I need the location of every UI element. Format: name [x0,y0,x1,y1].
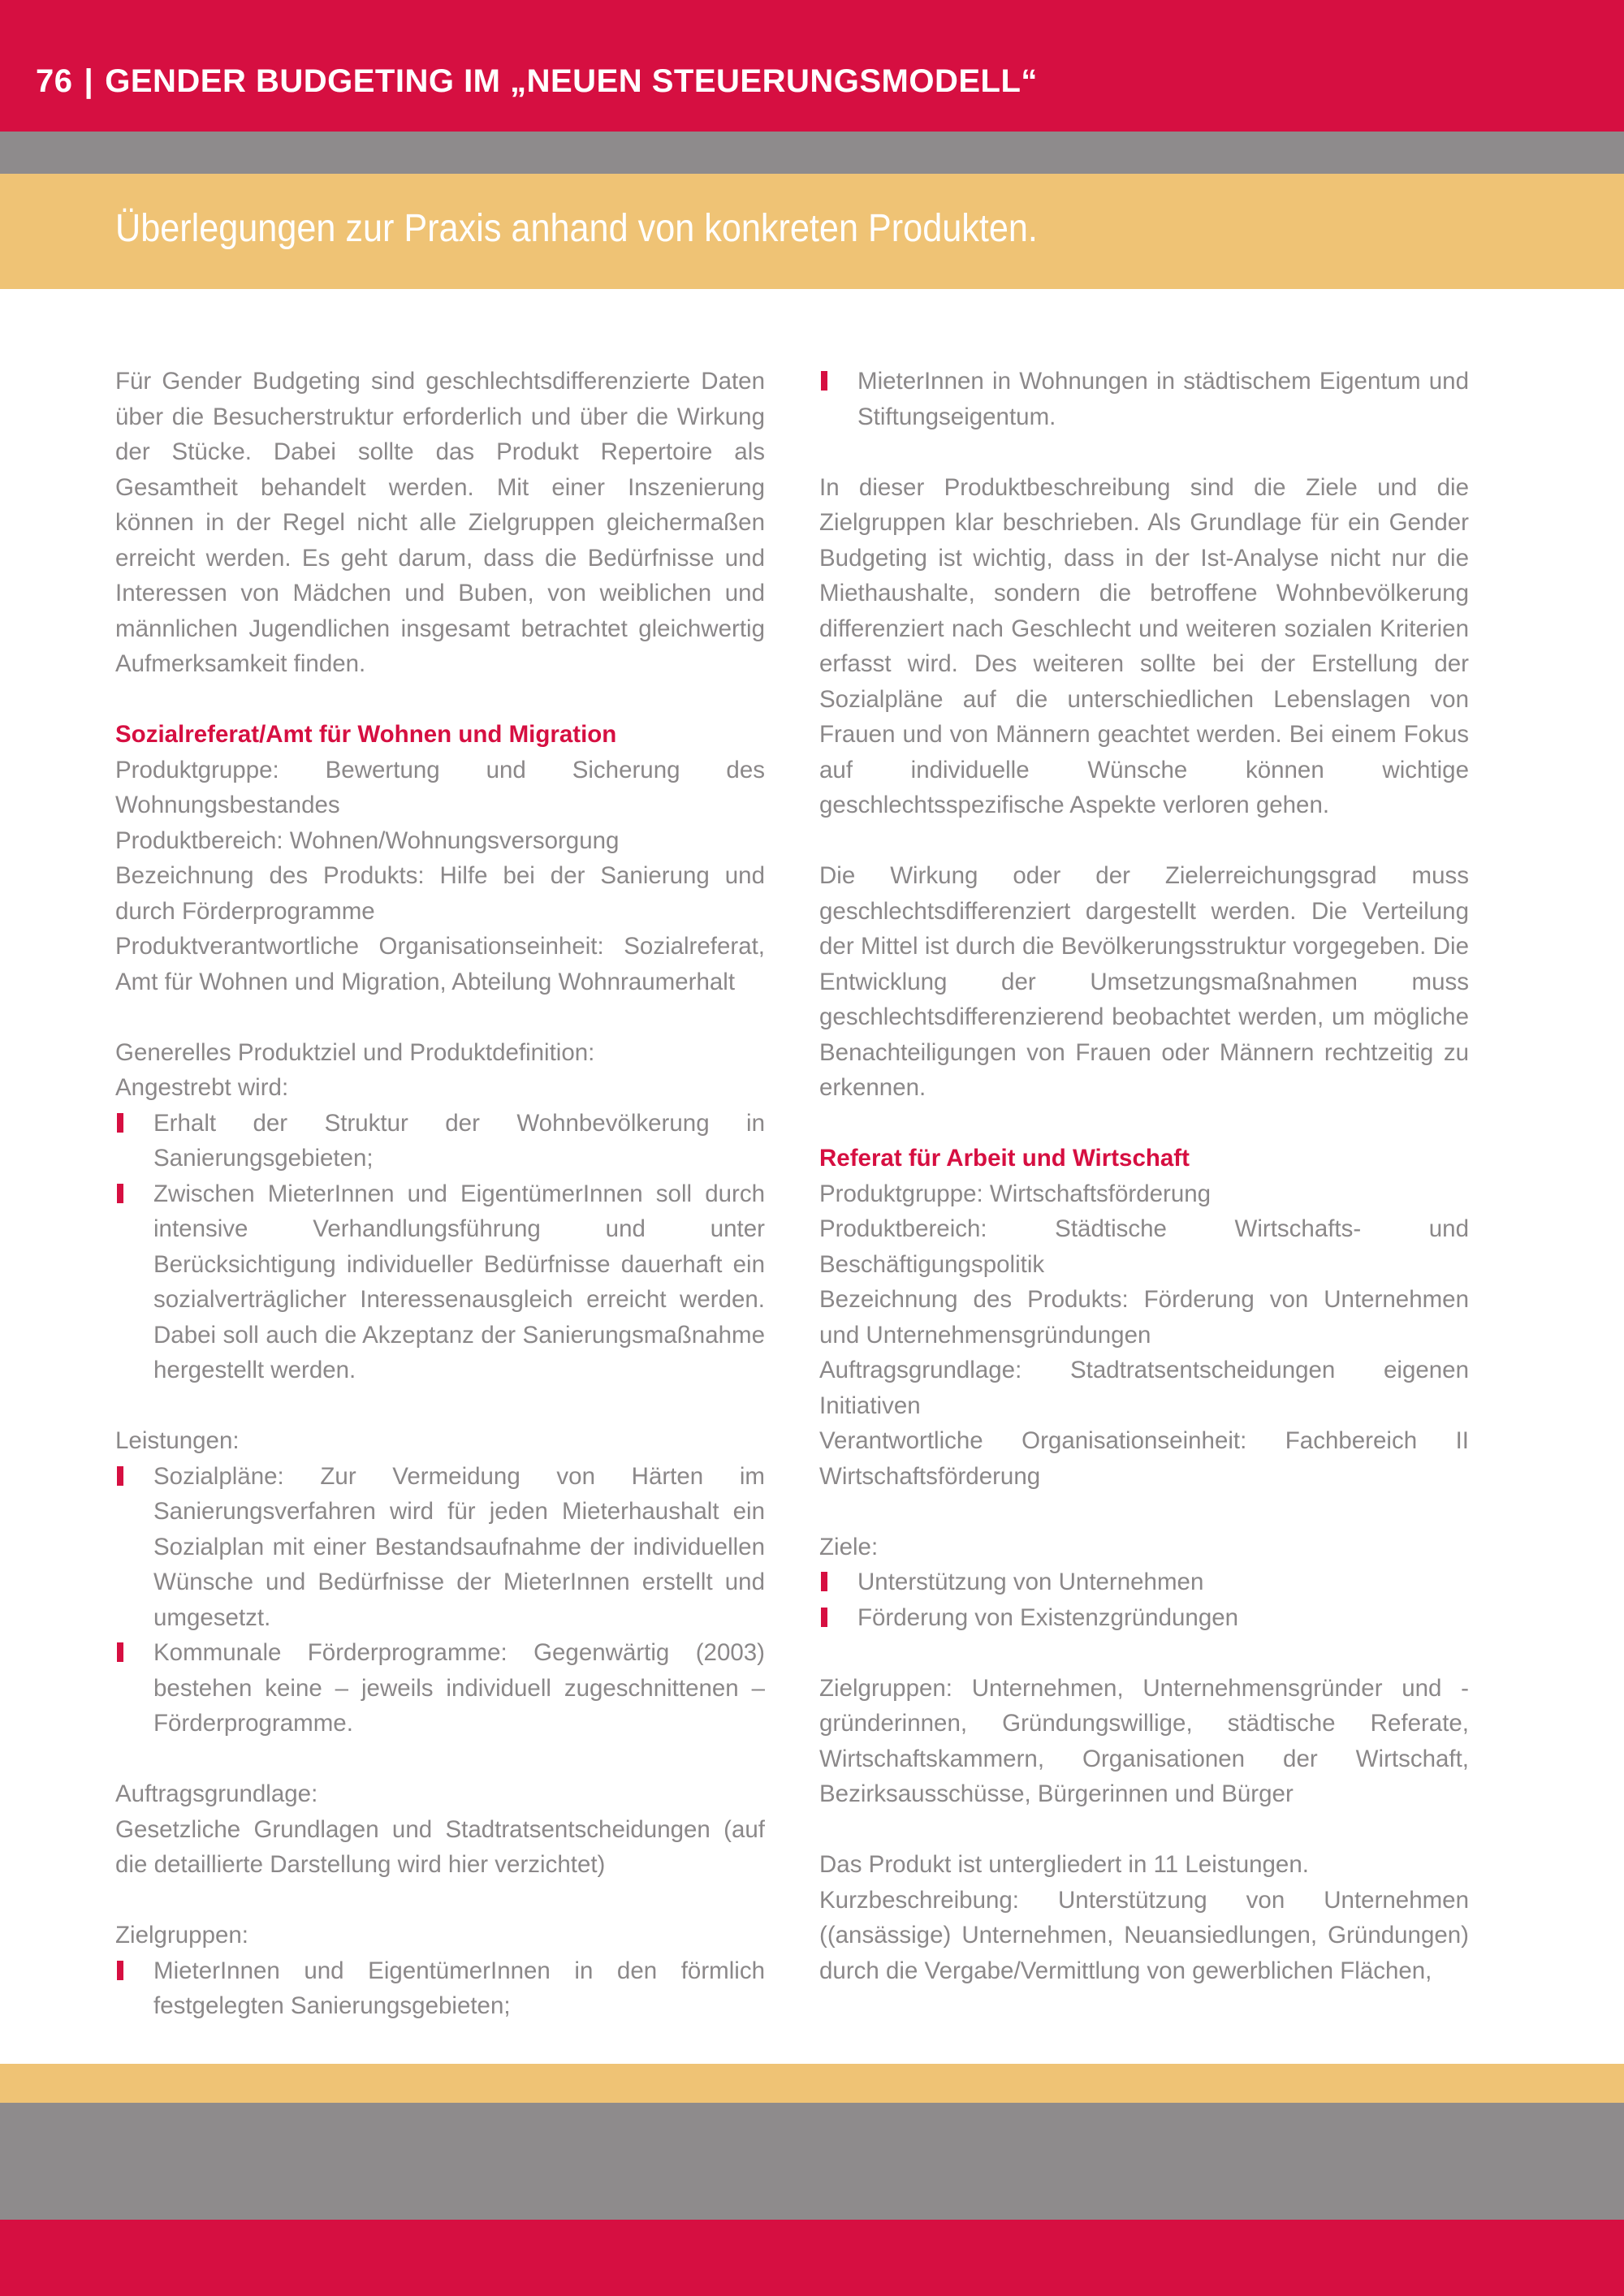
auftrag-line: Auftragsgrundlage: Stadtratsentscheidungen eigenen Initiativen [819,1357,1469,1419]
ziel-list [115,1106,765,1388]
zielgruppen-list [115,1953,765,2024]
produktbereich-line: Produktbereich: Wohnen/Wohnungsversorgung [115,826,620,854]
list-item: Erhalt der Struktur der Wohnbevölkerung in Sanierungsgebieten; [115,1106,765,1176]
section-title-sozialreferat: Sozialreferat/Amt für Wohnen und Migration [115,721,617,748]
produktgruppe-line: Produktgruppe: Wirtschaftsförderung [819,1180,1212,1207]
zielgruppen-paragraph: Zielgruppen: Unternehmen, Unternehmensgründer und -gründerinnen, Gründungswillige, städtische Referate, Wirtschaftskammern, Organisationen der Wirtschaft, Bezirksausschüsse, Bürgerinnen und Bürger [819,1674,1469,1807]
verantwortlich-line: Produktverantwortliche Organisationseinheit: Sozialreferat, Amt für Wohnen und Migration, Abteilung Wohnraumerhalt [115,933,765,995]
page-number: 76 [36,63,73,99]
verantwortlich-line: Verantwortliche Organisationseinheit: Fachbereich II Wirtschaftsförderung [819,1427,1469,1490]
zielgruppen-list-continued [819,364,1469,434]
ziele-list [819,1564,1469,1635]
header-separator: | [84,63,94,99]
header-grey-stripe [0,132,1624,174]
header-title: GENDER BUDGETING IM „NEUEN STEUERUNGSMODELL“ [105,63,1038,99]
bullet-marker [117,1466,123,1486]
list-item: Zwischen MieterInnen und EigentümerInnen soll durch intensive Verhandlungsführung und unter Berücksichtigung individueller Bedürfnisse dauerhaft ein sozialverträglicher Interessenausgleich erreicht werden. Dabei soll auch die Akzeptanz der Sanierungsmaßnahme hergestellt werden. [115,1176,765,1388]
list-item: Sozialpläne: Zur Vermeidung von Härten im Sanierungsverfahren wird für jeden Mieterhaushalt ein Sozialplan mit einer Bestandsaufnahme der individuellen Wünsche und Bedürfnisse der MieterInnen erstellt und umgesetzt. [115,1459,765,1636]
bullet-marker [821,371,827,391]
section-title-arbeit-wirtschaft: Referat für Arbeit und Wirtschaft [819,1145,1190,1172]
leistungen-list [115,1459,765,1741]
bullet-marker [821,1608,827,1627]
page-subtitle: Überlegungen zur Praxis anhand von konkreten Produkten. [115,207,1038,250]
angestrebt-label: Angestrebt wird: [115,1074,289,1101]
produktbereich-line: Produktbereich: Städtische Wirtschafts- und Beschäftigungspolitik [819,1215,1469,1278]
bullet-marker [117,1113,123,1133]
footer-grey-band [0,2103,1624,2220]
auftrag-heading: Auftragsgrundlage: [115,1780,318,1807]
kurzbeschreibung: Kurzbeschreibung: Unterstützung von Unternehmen ((ansässige) Unternehmen, Neuansiedlungen, Gründungen) durch die Vergabe/Vermittlung von gewerblichen Flächen, [819,1886,1469,1984]
analysis-paragraph-2: Die Wirkung oder der Zielerreichungsgrad muss geschlechtsdifferenziert dargestellt werden. Die Verteilung der Mittel ist durch die Bevölkerungsstruktur vorgegeben. Die Entwicklung der Umsetzungsmaßnahmen muss geschlechtsdifferenzierend beobachtet werden, um mögliche Benachteiligungen von Frauen oder Männern rechtzeitig zu erkennen. [819,862,1469,1101]
leistungen-count: Das Produkt ist untergliedert in 11 Leistungen. [819,1851,1309,1878]
list-item: MieterInnen in Wohnungen in städtischem Eigentum und Stiftungseigentum. [819,364,1469,434]
zielgruppen-heading: Zielgruppen: [115,1922,248,1949]
intro-paragraph: Für Gender Budgeting sind geschlechtsdifferenzierte Daten über die Besucherstruktur erforderlich und über die Wirkung der Stücke. Dabei sollte das Produkt Repertoire als Gesamtheit behandelt werden. Mit einer Inszenierung können in der Regel nicht alle Zielgruppen gleichermaßen erreicht werden. Es geht darum, dass die Bedürfnisse und Interessen von Mädchen und Buben, von weiblichen und männlichen Jugendlichen insgesamt betrachtet gleichwertig Aufmerksamkeit finden. [115,368,765,677]
bezeichnung-line: Bezeichnung des Produkts: Hilfe bei der Sanierung und durch Förderprogramme [115,862,765,925]
list-item: Kommunale Förderprogramme: Gegenwärtig (2003) bestehen keine – jeweils individuell zugeschnittenen – Förderprogramme. [115,1635,765,1741]
ziele-heading: Ziele: [819,1533,879,1560]
bullet-marker [821,1572,827,1591]
list-item: Förderung von Existenzgründungen [819,1600,1469,1636]
footer-yellow-stripe [0,2064,1624,2103]
analysis-paragraph-1: In dieser Produktbeschreibung sind die Ziele und die Zielgruppen klar beschrieben. Als Grundlage für ein Gender Budgeting ist wichtig, dass in der Ist-Analyse nicht nur die Miethaushalte, sondern die betroffene Wohnbevölkerung differenziert nach Geschlecht und weiteren sozialen Kriterien erfasst wird. Des weiteren sollte bei der Erstellung der Sozialpläne auf die unterschiedlichen Lebenslagen von Frauen und von Männern geachtet werden. Bei einem Fokus auf individuelle Wünsche können wichtige geschlechtsspezifische Aspekte verloren gehen. [819,473,1469,818]
bullet-marker [117,1184,123,1203]
list-item: MieterInnen und EigentümerInnen in den förmlich festgelegten Sanierungsgebieten; [115,1953,765,2024]
list-item: Unterstützung von Unternehmen [819,1564,1469,1600]
footer-red-band [0,2220,1624,2296]
bezeichnung-line: Bezeichnung des Produkts: Förderung von Unternehmen und Unternehmensgründungen [819,1286,1469,1349]
running-header [36,63,1038,100]
right-column [819,364,1469,1988]
bullet-marker [117,1642,123,1662]
bullet-marker [117,1961,123,1980]
leistungen-heading: Leistungen: [115,1427,240,1454]
ziel-heading: Generelles Produktziel und Produktdefinition: [115,1038,595,1066]
produktgruppe-line: Produktgruppe: Bewertung und Sicherung des Wohnungsbestandes [115,756,765,818]
left-column [115,364,765,2024]
auftrag-text: Gesetzliche Grundlagen und Stadtratsentscheidungen (auf die detaillierte Darstellung wird hier verzichtet) [115,1815,765,1878]
